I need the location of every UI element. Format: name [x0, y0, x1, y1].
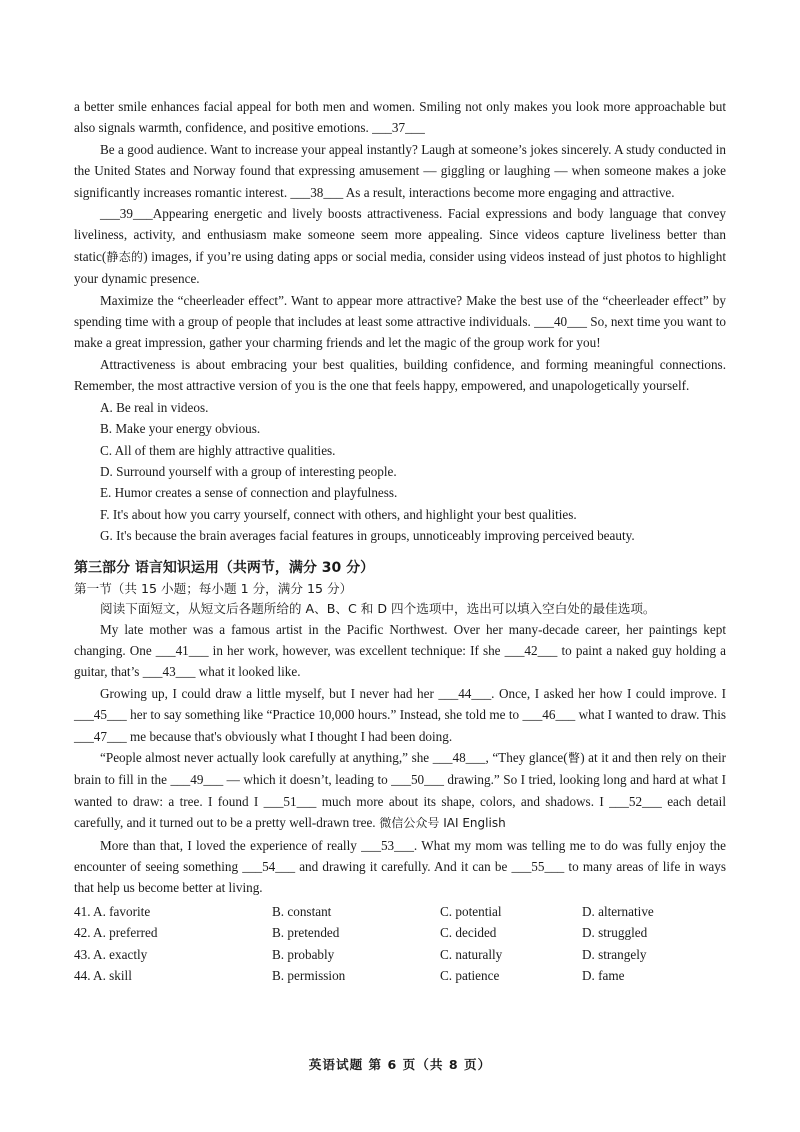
question-43: [74, 944, 726, 965]
paragraph-3-chinese-gloss: 静态的: [106, 249, 144, 264]
paragraph-3-text-b: ) images, if you’re using dating apps or social media, consider using videos instead of just photos to highlight your dynamic presence.: [74, 248, 726, 287]
cloze-3-text-a: “People almost never actually look carefully at anything,” she ___48___, “They glance(: [100, 749, 568, 765]
q43-option-d: D. strangely: [582, 946, 647, 962]
part-3-title: 第三部分 语言知识运用（共两节，满分 30 分）: [74, 559, 375, 576]
q41-option-a: 41. A. favorite: [74, 903, 151, 919]
answer-options: [74, 397, 726, 547]
option-e: E. Humor creates a sense of connection and playfulness.: [100, 485, 398, 501]
q44-option-b: B. permission: [272, 967, 346, 983]
q42-option-d: D. struggled: [582, 925, 648, 941]
q41-option-d: D. alternative: [582, 903, 654, 919]
q44-option-c: C. patience: [440, 967, 500, 983]
q41-option-c: C. potential: [440, 903, 502, 919]
question-41: [74, 901, 726, 922]
passage-paragraph-2: Be a good audience. Want to increase your appeal instantly? Laugh at someone’s jokes sincerely. A study conducted in the United States and Norway found that expressing amusement — giggling or laughing — when someone makes a joke significantly increases romantic interest. ___38___ As a result, interactions become more engaging and attractive.: [74, 141, 726, 200]
cloze-3-text-b: ) at it and then rely on their brain to fill in the ___49___ — which it doesn’t, leading to ___50___ drawing.” So I tried, looking long and hard at what I wanted to draw: a tree. I found I ___51___ much more about its shape, colors, and shadows. I ___52___ each detail carefully, and it turned out to be a pretty well-drawn tree.: [74, 749, 726, 831]
cloze-3-chinese-gloss: 瞥: [567, 750, 581, 765]
q41-option-b: B. constant: [272, 903, 332, 919]
passage-paragraph-5: Attractiveness is about embracing your best qualities, building confidence, and forming meaningful connections. Remember, the most attractive version of you is the one that feels happy, empowered, and unapologetically yourself.: [74, 356, 726, 394]
q43-option-c: C. naturally: [440, 946, 503, 962]
option-g: G. It's because the brain averages facial features in groups, unnoticeably improving perceived beauty.: [100, 528, 635, 544]
q42-option-b: B. pretended: [272, 925, 340, 941]
q42-option-c: C. decided: [440, 925, 497, 941]
cloze-paragraph-4: More than that, I loved the experience of really ___53___. What my mom was telling me to do was fully enjoy the encounter of seeing something ___54___ and drawing it carefully. And it can be ___55___ to many areas of life in ways that help us become better at living.: [74, 837, 726, 896]
cloze-paragraph-2: Growing up, I could draw a little myself, but I never had her ___44___. Once, I asked her how I could improve. I ___45___ her to say something like “Practice 10,000 hours.” Instead, she told me to ___46___ what I wanted to draw. This ___47___ me because that's obviously what I thought I had been doing.: [74, 685, 726, 744]
question-table: [74, 901, 726, 987]
cloze-paragraph-1: My late mother was a famous artist in the Pacific Northwest. Over her many-decade career, her paintings kept changing. One ___41___ in her work, however, was excellent technique: If she ___42___ to paint a naked guy holding a guitar, that’s ___43___ what it looked like.: [74, 621, 726, 680]
cloze-paragraph-3: [74, 747, 726, 835]
paragraph-3-text-a: ___39___Appearing energetic and lively boosts attractiveness. Facial expressions and body language that convey liveliness, activity, and enthusiasm make someone seem more appealing. Since videos capture liveliness better than static(: [74, 206, 726, 264]
q42-option-a: 42. A. preferred: [74, 925, 158, 941]
watermark-text: 微信公众号 IAI English: [375, 816, 506, 831]
option-b: B. Make your energy obvious.: [100, 421, 261, 437]
section-1-instruction: 阅读下面短文，从短文后各题所给的 A、B、C 和 D 四个选项中，选出可以填入空白处的最佳选项。: [100, 600, 656, 616]
option-a: A. Be real in videos.: [100, 399, 209, 415]
passage-paragraph-3: [74, 203, 726, 290]
passage-paragraph-1: a better smile enhances facial appeal for both men and women. Smiling not only makes you look more approachable but also signals warmth, confidence, and positive emotions. ___37___: [74, 99, 726, 136]
option-d: D. Surround yourself with a group of interesting people.: [100, 463, 397, 479]
option-f: F. It's about how you carry yourself, connect with others, and highlight your best qualities.: [100, 506, 577, 522]
option-c: C. All of them are highly attractive qualities.: [100, 442, 336, 458]
q44-option-d: D. fame: [582, 967, 625, 983]
passage-paragraph-4: Maximize the “cheerleader effect”. Want to appear more attractive? Make the best use of the “cheerleader effect” by spending time with a group of people that includes at least some attractive individuals. ___40___ So, next time you want to make a great impression, gather your charming friends and let the magic of the group work for you!: [74, 292, 726, 351]
question-42: [74, 922, 726, 943]
question-44: [74, 965, 726, 986]
q43-option-a: 43. A. exactly: [74, 946, 148, 962]
section-1-heading: 第一节（共 15 小题；每小题 1 分，满分 15 分）: [74, 580, 353, 596]
q44-option-a: 44. A. skill: [74, 967, 132, 983]
q43-option-b: B. probably: [272, 946, 335, 962]
page-footer: 英语试题 第 6 页（共 8 页）: [308, 1057, 492, 1072]
